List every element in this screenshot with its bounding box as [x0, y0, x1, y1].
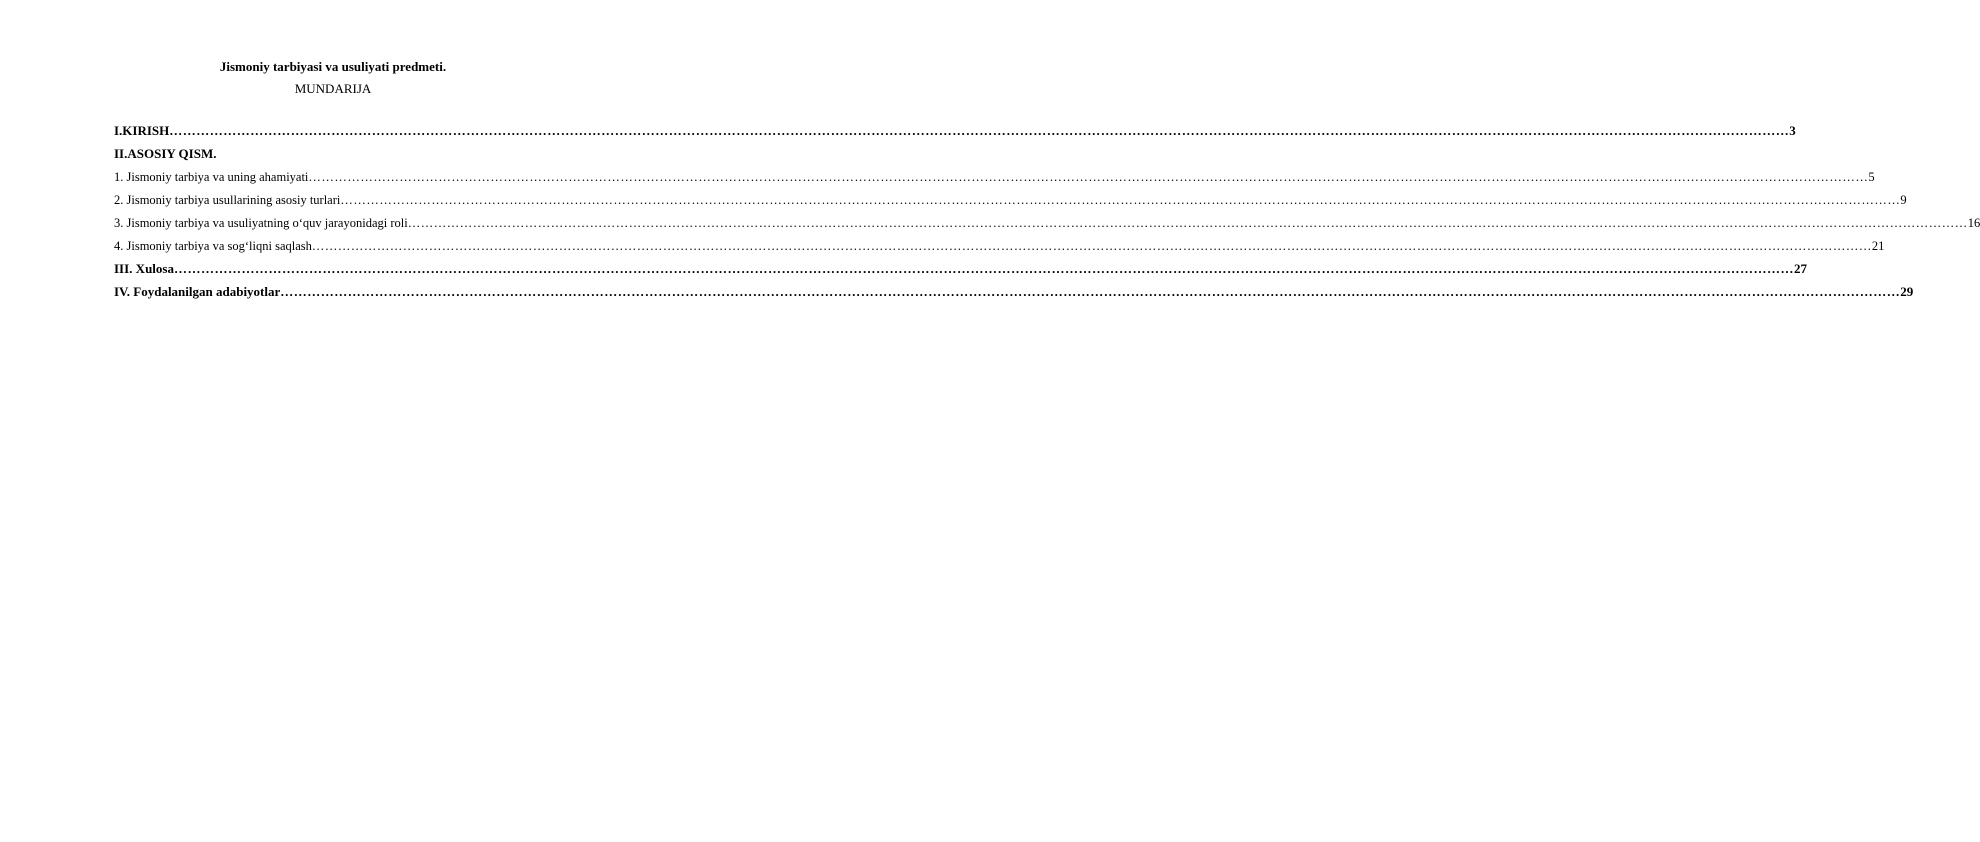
- toc-leader-dots: ………………………………………………………………………………………………………………………………………………………………………………………………………………………………………………………………………………………………………………………………: [280, 284, 1901, 299]
- toc-heading: MUNDARIJA: [294, 81, 372, 96]
- toc-leader-dots: ………………………………………………………………………………………………………………………………………………………………………………………………………………………………………………………………………………………………………………………………: [311, 239, 1872, 253]
- toc-entry-label: III. Xulosa: [114, 261, 174, 276]
- toc-leader-dots: ………………………………………………………………………………………………………………………………………………………………………………………………………………………………………………………………………………………………………………………………: [169, 123, 1790, 138]
- toc-entry-xulosa[interactable]: [114, 260, 1807, 283]
- toc-entry-section-4[interactable]: [114, 237, 1885, 260]
- toc-entry-label: 1. Jismoniy tarbiya va uning ahamiyati: [114, 170, 309, 184]
- toc-entry-section-3[interactable]: [114, 214, 1980, 237]
- toc-entry-section-1[interactable]: [114, 168, 1875, 191]
- toc-entry-page: 16: [1967, 216, 1980, 230]
- toc-entry-label: IV. Foydalanilgan adabiyotlar: [114, 284, 281, 299]
- toc-entry-label: II.ASOSIY QISM.: [114, 146, 217, 161]
- toc-entry-page: 9: [1900, 193, 1907, 207]
- document-title: Jismoniy tarbiyasi va usuliyati predmeti.: [219, 59, 447, 74]
- toc-entry-label: 3. Jismoniy tarbiya va usuliyatning o‘quv jarayonidagi roli: [114, 216, 408, 230]
- toc-leader-dots: ………………………………………………………………………………………………………………………………………………………………………………………………………………………………………………………………………………………………………………………………: [340, 193, 1901, 207]
- toc-entry-section-2[interactable]: [114, 191, 1907, 214]
- toc-leader-dots: ………………………………………………………………………………………………………………………………………………………………………………………………………………………………………………………………………………………………………………………………: [308, 170, 1869, 184]
- toc-leader-dots: ………………………………………………………………………………………………………………………………………………………………………………………………………………………………………………………………………………………………………………………………: [407, 216, 1968, 230]
- toc-entry-label: 4. Jismoniy tarbiya va sog‘liqni saqlash: [114, 239, 312, 253]
- toc-entry-adabiyotlar[interactable]: [114, 283, 1914, 306]
- toc-leader-dots: ………………………………………………………………………………………………………………………………………………………………………………………………………………………………………………………………………………………………………………………………: [173, 261, 1794, 276]
- toc-entry-page: 3: [1789, 123, 1796, 138]
- toc-entry-page: 29: [1900, 284, 1914, 299]
- toc-entry-label: I.KIRISH: [114, 123, 170, 138]
- table-of-contents: [114, 122, 1980, 306]
- toc-entry-asosiy-qism[interactable]: [114, 145, 554, 168]
- toc-entry-page: 21: [1871, 239, 1885, 253]
- toc-entry-page: 27: [1793, 261, 1807, 276]
- toc-entry-label: 2. Jismoniy tarbiya usullarining asosiy turlari: [114, 193, 341, 207]
- toc-entry-page: 5: [1868, 170, 1875, 184]
- toc-entry-kirish[interactable]: [114, 122, 1796, 145]
